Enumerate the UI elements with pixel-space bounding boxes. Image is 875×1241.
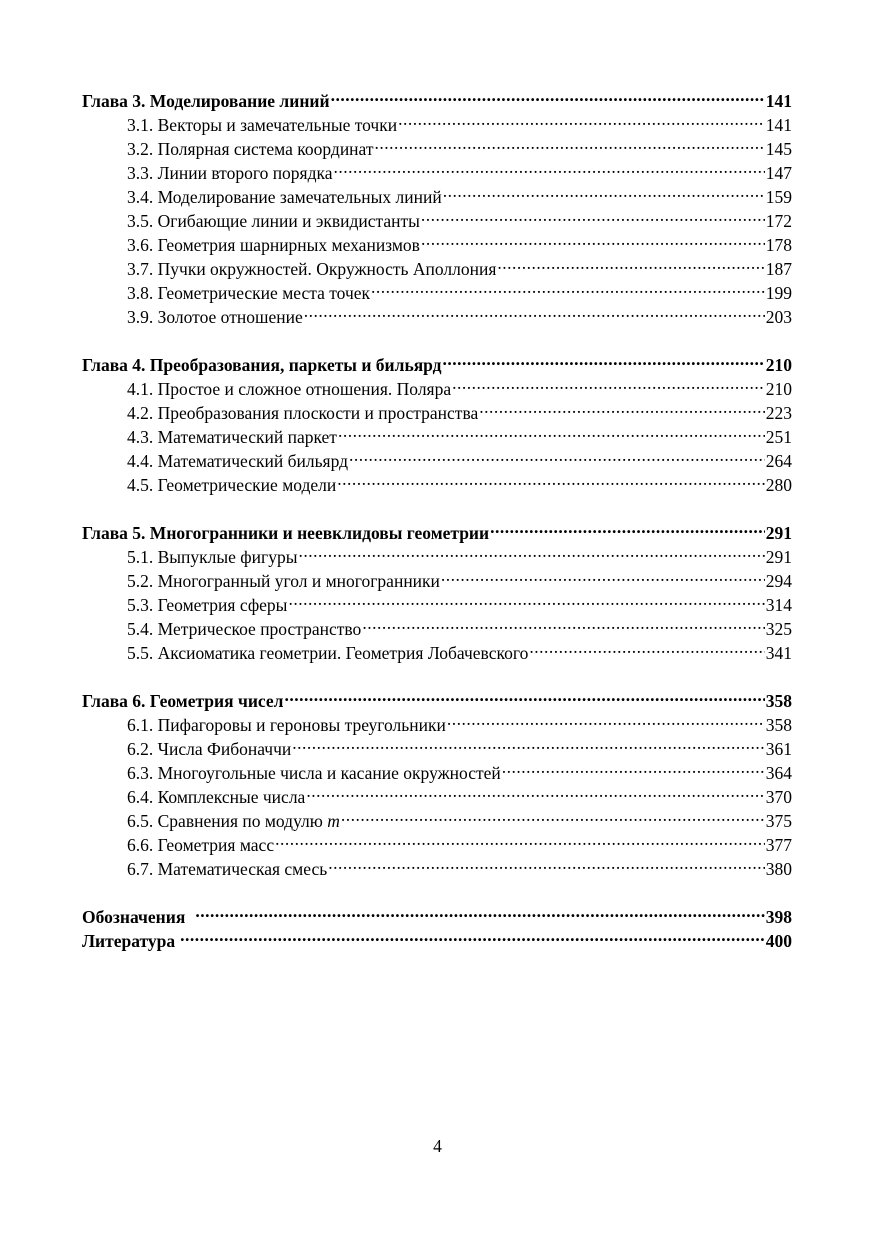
- dot-leader: [479, 395, 765, 419]
- dot-leader: [502, 755, 765, 779]
- dot-leader: [497, 251, 764, 275]
- dot-leader: [452, 371, 765, 395]
- toc-entry-literature[interactable]: [82, 923, 792, 951]
- entry-label: 3.2. Полярная система координат: [127, 139, 374, 159]
- entry-page: 159: [765, 187, 792, 207]
- entry-label: Обозначения: [82, 907, 186, 927]
- entry-page: 325: [765, 619, 792, 639]
- entry-page: 341: [765, 643, 792, 663]
- entry-label: 5.3. Геометрия сферы: [127, 595, 288, 615]
- entry-label: 5.1. Выпуклые фигуры: [127, 547, 298, 567]
- chapter-title: Глава 3. Моделирование линий: [82, 91, 330, 111]
- dot-leader: [288, 587, 764, 611]
- entry-page: 199: [765, 283, 792, 303]
- dot-leader: [275, 827, 765, 851]
- entry-page: 178: [765, 235, 792, 255]
- entry-label: 3.1. Векторы и замечательные точки: [127, 115, 398, 135]
- entry-page: 172: [765, 211, 792, 231]
- entry-page: 251: [765, 427, 792, 447]
- entry-page: 280: [765, 475, 792, 495]
- entry-page: 223: [765, 403, 792, 423]
- dot-leader: [490, 515, 765, 539]
- entry-label: 3.3. Линии второго порядка: [127, 163, 333, 183]
- chapter-heading[interactable]: [82, 683, 792, 711]
- entry-label: 5.4. Метрическое пространство: [127, 619, 362, 639]
- entry-label: 6.4. Комплексные числа: [127, 787, 306, 807]
- entry-label: 4.5. Геометрические модели: [127, 475, 337, 495]
- chapter-page: 141: [765, 91, 792, 111]
- dot-leader: [331, 83, 765, 107]
- entry-label: 4.3. Математический паркет: [127, 427, 337, 447]
- entry-label: 4.2. Преобразования плоскости и пространства: [127, 403, 479, 423]
- entry-label: 3.4. Моделирование замечательных линий: [127, 187, 442, 207]
- chapter-4: [82, 347, 792, 495]
- entry-label: Литература: [82, 931, 176, 951]
- entry-page: 264: [765, 451, 792, 471]
- entry-label: 4.4. Математический бильярд: [127, 451, 349, 471]
- entry-page: 210: [765, 379, 792, 399]
- dot-leader: [371, 275, 765, 299]
- entry-label-text: 6.5. Сравнения по модулю: [127, 811, 323, 831]
- entry-label: 3.9. Золотое отношение: [127, 307, 303, 327]
- entry-label: 3.8. Геометрические места точек: [127, 283, 371, 303]
- dot-leader: [349, 443, 765, 467]
- dot-leader: [421, 203, 765, 227]
- chapter-heading[interactable]: [82, 347, 792, 375]
- entry-label: 3.6. Геометрия шарнирных механизмов: [127, 235, 420, 255]
- dot-leader: [421, 227, 765, 251]
- page-number: 4: [433, 1136, 442, 1156]
- dot-leader: [334, 155, 765, 179]
- dot-leader: [375, 131, 765, 155]
- chapter-heading[interactable]: [82, 515, 792, 543]
- dot-leader: [447, 707, 765, 731]
- entry-page: 370: [765, 787, 792, 807]
- entry-label: 6.2. Числа Фибоначчи: [127, 739, 292, 759]
- entry-page: 364: [765, 763, 792, 783]
- entry-page: 187: [765, 259, 792, 279]
- chapter-page: 291: [765, 523, 792, 543]
- entry-page: 398: [765, 907, 792, 927]
- entry-label: 4.1. Простое и сложное отношения. Поляра: [127, 379, 452, 399]
- chapter-5: [82, 515, 792, 663]
- entry-page: 375: [765, 811, 792, 831]
- chapter-title: Глава 5. Многогранники и неевклидовы геометрии: [82, 523, 490, 543]
- chapter-title: Глава 6. Геометрия чисел: [82, 691, 284, 711]
- dot-leader: [292, 731, 764, 755]
- end-entries: [82, 899, 792, 951]
- entry-label: 5.5. Аксиоматика геометрии. Геометрия Лобачевского: [127, 643, 529, 663]
- dot-leader: [362, 611, 764, 635]
- dot-leader: [398, 107, 765, 131]
- entry-label: 5.2. Многогранный угол и многогранники: [127, 571, 440, 591]
- entry-label: 3.5. Огибающие линии и эквидистанты: [127, 211, 420, 231]
- entry-page: 141: [765, 115, 792, 135]
- dot-leader: [306, 779, 764, 803]
- entry-label: 6.6. Геометрия масс: [127, 835, 275, 855]
- chapter-page: 358: [765, 691, 792, 711]
- dot-leader: [443, 179, 765, 203]
- dot-leader: [304, 299, 765, 323]
- entry-page: 145: [765, 139, 792, 159]
- chapter-heading[interactable]: [82, 83, 792, 111]
- modulus-variable: m: [327, 811, 340, 831]
- dot-leader: [180, 923, 765, 947]
- entry-label: 6.7. Математическая смесь: [127, 859, 328, 879]
- chapter-3: [82, 83, 792, 327]
- dot-leader: [341, 803, 765, 827]
- dot-leader: [443, 347, 765, 371]
- entry-label: 3.7. Пучки окружностей. Окружность Аполлония: [127, 259, 497, 279]
- entry-label: 6.3. Многоугольные числа и касание окружностей: [127, 763, 501, 783]
- table-of-contents: [82, 83, 792, 951]
- entry-page: 361: [765, 739, 792, 759]
- entry-page: 294: [765, 571, 792, 591]
- chapter-title: Глава 4. Преобразования, паркеты и бильярд: [82, 355, 442, 375]
- entry-page: 380: [765, 859, 792, 879]
- toc-entry-notation[interactable]: [82, 899, 792, 927]
- chapter-6: [82, 683, 792, 879]
- entry-page: 203: [765, 307, 792, 327]
- entry-page: 147: [765, 163, 792, 183]
- dot-leader: [328, 851, 765, 875]
- dot-leader: [298, 539, 764, 563]
- dot-leader: [337, 467, 764, 491]
- dot-leader: [195, 899, 764, 923]
- entry-page: 358: [765, 715, 792, 735]
- chapter-page: 210: [765, 355, 792, 375]
- dot-leader: [529, 635, 764, 659]
- dot-leader: [338, 419, 765, 443]
- dot-leader: [284, 683, 764, 707]
- entry-page: 291: [765, 547, 792, 567]
- dot-leader: [441, 563, 765, 587]
- entry-page: 400: [765, 931, 792, 951]
- entry-page: 377: [765, 835, 792, 855]
- entry-page: 314: [765, 595, 792, 615]
- entry-label: 6.1. Пифагоровы и героновы треугольники: [127, 715, 446, 735]
